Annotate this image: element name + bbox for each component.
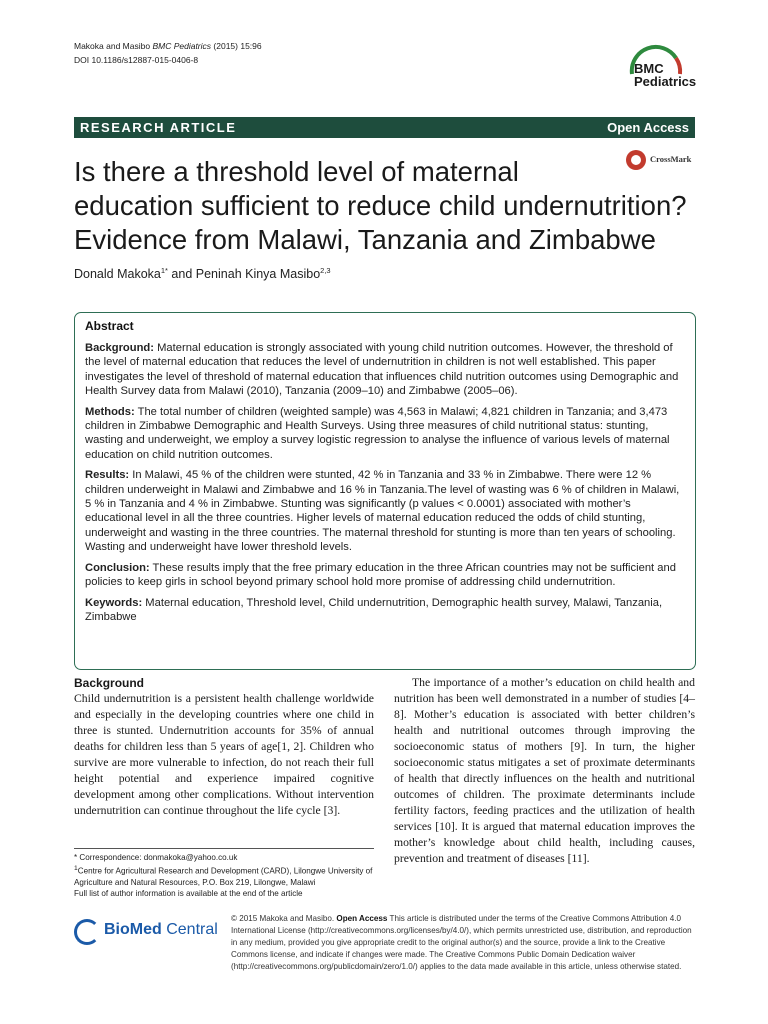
body-left-column [74,675,374,819]
citation-line [74,40,262,52]
crossmark-label: CrossMark [650,154,692,164]
biomed-ring-icon [74,919,100,945]
abstract-section-text: These results imply that the free primary education in the three African countries may not be sufficient and policies to keep girls in school beyond primary school hold more promise of addressing child undernutrition. [85,561,676,589]
biomed-logo-text [104,921,218,939]
author-info-note: Full list of author information is available at the end of the article [74,888,303,898]
footnotes [74,848,374,899]
citation-volume: (2015) 15:96 [213,41,262,51]
abstract-section-label: Results: [85,469,130,482]
article-title [74,155,704,257]
bmc-pediatrics-logo [618,44,698,100]
section-heading-background: Background [74,676,145,690]
bmc-logo-line2: Pediatrics [634,74,697,89]
bmc-logo-line1: BMC [634,61,664,76]
abstract-section-text: The total number of children (weighted sample) was 4,563 in Malawi; 4,821 children in Tanzania; and 3,473 children in Zimbabwe Demographic and Health Surveys. Using three measures of child nutritional status: stunting, wasting and underweight, we employ a survey logistic regression to analyse the influence of various levels of maternal education on child nutrition outcomes. [85,405,670,461]
abstract-keywords [85,596,685,625]
abstract-section-label: Background: [85,342,154,354]
citation-journal: BMC Pediatrics [152,41,212,51]
biomed-logo-bold: BioMed [104,921,162,938]
citation-authors: Makoka and Masibo [74,41,151,51]
title-line: Evidence from Malawi, Tanzania and Zimbabwe [74,224,656,255]
abstract-results [85,468,685,554]
abstract-section-label: Methods: [85,405,135,418]
author-name: Peninah Kinya Masibo [195,267,321,282]
abstract-conclusion [85,561,685,590]
correspondence-note: * Correspondence: donmakoka@yahoo.co.uk [74,853,238,862]
author-separator: and [167,267,196,282]
affiliation-text: Centre for Agricultural Research and Development (CARD), Lilongwe University of Agriculture and Natural Resources, P.O. Box 219, Lilongwe, Malawi [74,866,373,887]
research-article-label: RESEARCH ARTICLE [80,120,237,135]
affiliation-sup: 1 [74,865,78,872]
body-right-column [394,675,695,867]
abstract-section-label: Conclusion: [85,561,150,574]
title-line: education sufficient to reduce child undernutrition? [74,190,687,221]
body-paragraph: Child undernutrition is a persistent health challenge worldwide and especially in the developing countries where one child in three is stunted. Undernutrition accounts for 35% of annual deaths for children less than 5 years of age[1, 2]. Children who survive are more vulnerable to infection, do not reach their full height potential and experience impaired cognitive development among other complications. Without intervention undernutrition can continue throughout the life cycle [3]. [74,692,374,817]
abstract-section-label: Keywords: [85,596,143,609]
abstract-box [74,312,696,670]
abstract-methods [85,405,685,463]
abstract-section-text: In Malawi, 45 % of the children were stunted, 42 % in Tanzania and 33 % in Zimbabwe. There were 12 % children underweight in Malawi and Zimbabwe and 16 % in Tanzania.The level of wasting was 6 % of children in Malawi, 5 % in Tanzania and 4 % in Zimbabwe. Stunting was significantly (p values < 0.0001) associated with mother’s educational level in all the three countries. Higher levels of maternal education reduced the odds of child stunting, underweight and wasting in the three countries. The maternal threshold for stunting is more than ten years of schooling. Wasting and underweight have lower threshold levels. [85,469,680,554]
author-affiliation-sup: 1* [160,266,168,275]
license-statement [231,913,695,973]
abstract-background [85,341,685,399]
author-affiliation-sup: 2,3 [320,266,331,275]
biomed-central-logo [74,917,224,945]
body-paragraph: The importance of a mother’s education on child health and nutrition has been well demonstrated in a number of studies [4–8]. Mother’s education is associated with better children’s health and nutritional outcomes through improving the socioeconomic status of mothers [9]. In turn, the higher socioeconomic status mitigates a set of proximate determinants of health that directly influences on the health and nutritional outcomes of children. The proximate determinants include fertility factors, feeding practices and the utilization of health services [10]. It is argued that maternal education improves the mother’s knowledge about child health, including causes, prevention and treatment of diseases [11]. [394,676,695,865]
title-line: Is there a threshold level of maternal [74,156,519,187]
license-copyright: © 2015 Makoka and Masibo. [231,914,337,923]
abstract-heading: Abstract [85,319,134,333]
biomed-logo-rest: Central [161,921,218,938]
abstract-section-text: Maternal education is strongly associated with young child nutrition outcomes. However, the threshold of the level of maternal education that reduces the level of undernutrition in children is not well established. This paper investigates the level of threshold of maternal education that influences child nutrition outcomes using Demographic and Health Survey data from Malawi (2010), Tanzania (2009–10) and Zimbabwe (2005–06). [85,342,679,398]
author-list [74,266,331,281]
affiliation-note [74,863,374,888]
abstract-section-text: Maternal education, Threshold level, Child undernutrition, Demographic health survey, Malawi, Tanzania, Zimbabwe [85,596,663,623]
article-type-banner [74,117,695,138]
license-open-access: Open Access [336,914,388,923]
doi: DOI 10.1186/s12887-015-0406-8 [74,55,199,65]
author-name: Donald Makoka [74,267,161,282]
license-text: This article is distributed under the terms of the Creative Commons Attribution 4.0 International License (http://creativecommons.org/licenses/by/4.0/), which permits unrestricted use, distribution, and reproduction in any medium, provided you give appropriate credit to the original author(s) and the source, provide a link to the Creative Commons license, and indicate if changes were made. The Creative Commons Public Domain Dedication waiver (http://creativecommons.org/publicdomain/zero/1.0/) applies to the data made available in this article, unless otherwise stated. [231,914,692,971]
bmc-logo-text [634,62,696,88]
open-access-label: Open Access [607,120,689,135]
